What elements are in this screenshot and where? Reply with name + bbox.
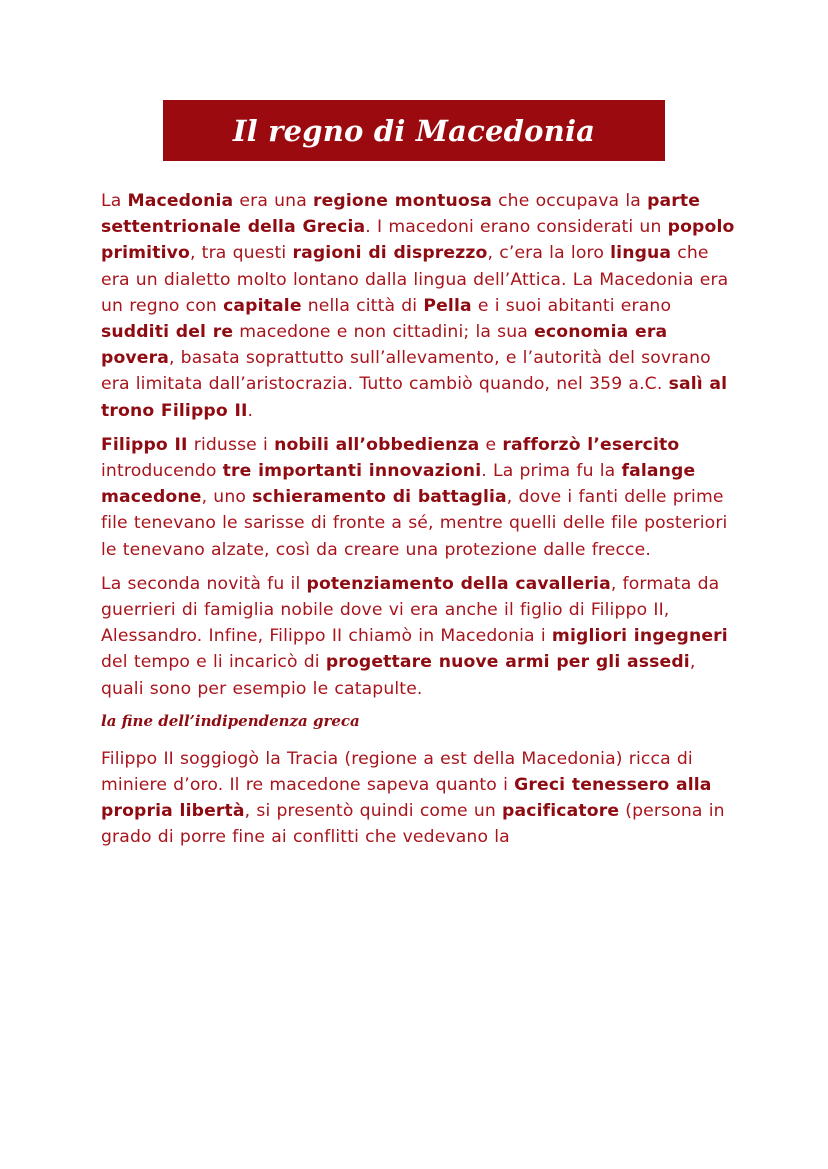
text-run: e — [479, 434, 503, 455]
bold-term: nobili all’obbedienza — [274, 434, 480, 455]
bold-term: regione montuosa — [313, 191, 492, 211]
text-run: , c’era la loro — [487, 243, 611, 264]
bold-term: economia era povera — [101, 322, 668, 369]
bold-term: tre importanti innovazioni — [222, 461, 482, 482]
text-run: La seconda novità fu il — [101, 573, 307, 594]
text-run: . I macedoni erano considerati un — [365, 217, 668, 238]
text-run: . La prima fu la — [481, 461, 622, 482]
bold-term: potenziamento della cavalleria — [306, 573, 611, 594]
bold-term: sudditi del re — [101, 322, 234, 343]
text-run: macedone e non cittadini; la sua — [233, 322, 535, 343]
paragraph — [101, 571, 741, 702]
bold-term: Macedonia — [127, 191, 234, 211]
text-run: La — [101, 191, 128, 211]
text-run: Filippo II soggiogò la Tracia (regione a est della Macedonia) ricca di miniere d’oro. Il re macedone sapeva quanto i — [101, 748, 693, 796]
text-run: , tra questi — [189, 243, 293, 264]
document-body — [101, 188, 741, 859]
bold-term: rafforzò l’esercito — [502, 434, 680, 455]
text-run: era una — [233, 191, 313, 211]
bold-term: Greci tenessero alla propria libertà — [101, 775, 712, 822]
text-run: , formata da guerrieri di famiglia nobile dove vi era anche il figlio di Filippo II, Alessandro. Infine, Filippo II chiamò in Macedonia i — [101, 573, 720, 647]
text-run: , si presentò quindi come un — [244, 801, 503, 822]
text-run: , quali sono per esempio le catapulte. — [101, 652, 696, 699]
section-heading: la fine dell’indipendenza greca — [101, 711, 360, 730]
title-banner — [163, 100, 665, 161]
bold-term: schieramento di battaglia — [252, 487, 507, 508]
bold-term: ragioni di disprezzo — [292, 243, 488, 264]
paragraph — [101, 746, 741, 851]
page-title: Il regno di Macedonia — [232, 113, 596, 148]
text-run: nella città di — [301, 295, 424, 316]
bold-term: popolo primitivo — [101, 217, 735, 264]
paragraph — [101, 432, 741, 563]
text-run: che occupava la — [491, 191, 648, 211]
bold-term: capitale — [223, 295, 302, 316]
bold-term: migliori ingegneri — [551, 626, 728, 647]
bold-term: falange macedone — [101, 461, 696, 508]
paragraph — [101, 188, 741, 424]
text-run: , dove i fanti delle prime file tenevano le sarisse di fronte a sé, mentre quelli delle file posteriori le tenevano alzate, così da creare una protezione dalle frecce. — [101, 487, 728, 560]
bold-term: salì al trono Filippo II — [101, 374, 728, 421]
text-run: , uno — [201, 487, 253, 508]
text-run: che era un dialetto molto lontano dalla lingua dell’Attica. La Macedonia era un regno con — [101, 243, 729, 316]
text-run: ridusse i — [187, 434, 275, 455]
bold-term: Pella — [423, 295, 472, 316]
text-run: del tempo e li incaricò di — [101, 652, 326, 673]
text-run: e i suoi abitanti erano — [471, 295, 672, 316]
bold-term: progettare nuove armi per gli assedi — [325, 652, 690, 673]
text-run: (persona in grado di porre fine ai conflitti che vedevano la — [101, 801, 725, 848]
text-run: , basata soprattutto sull’allevamento, e l’autorità del sovrano era limitata dall’aristocrazia. Tutto cambiò quando, nel 359 a.C. — [101, 348, 711, 395]
bold-term: parte settentrionale della Grecia — [101, 191, 701, 238]
text-run: introducendo — [101, 461, 223, 482]
text-run: . — [247, 400, 254, 421]
bold-term: pacificatore — [502, 801, 620, 822]
bold-term: Filippo II — [101, 434, 188, 455]
bold-term: lingua — [610, 243, 672, 264]
